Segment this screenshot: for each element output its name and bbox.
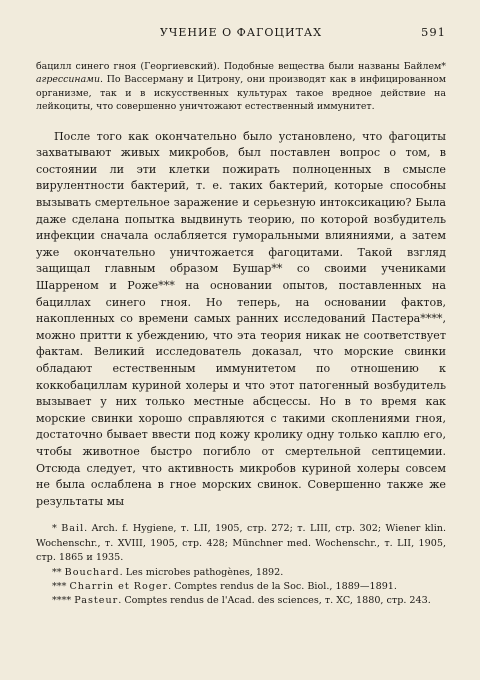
footnote-item [36,580,446,594]
footnote-mark: **** [52,595,75,607]
footnote-author: Charrin et Roger [69,580,169,592]
footnote-item [36,522,446,565]
top-paragraph-part2: . По Вассерману и Цитрону, они производят как в инфицированном организме, так и в искусственных культурах такое вредное действие на лейкоциты, что совершенно уничтожают естественный иммунитет. [36,74,446,113]
footnote-mark: *** [52,580,70,592]
footnote-text: . Les microbes pathogènes, 1892. [119,566,284,578]
running-title: УЧЕНИЕ О ФАГОЦИТАХ [159,26,323,39]
footnote-author: Bail [61,523,85,535]
top-paragraph-part1: бацилл синего гноя (Георгиевский). Подобные вещества были названы Байлем* [36,61,446,72]
footnotes [36,522,446,608]
footnote-text: . Comptes rendus de la Soc. Biol., 1889—1891. [168,580,397,592]
footnote-author: Pasteur [74,595,119,607]
footnote-text: . Comptes rendus de l'Acad. des sciences, т. XC, 1880, стр. 243. [118,595,431,607]
footnote-author: Bouchard [64,566,120,578]
top-paragraph-text [36,60,446,114]
footnote-mark: * [52,523,62,535]
footnote-mark: ** [52,566,65,578]
running-header [36,22,446,42]
top-paragraph [36,60,446,114]
page-number: 591 [421,25,446,39]
footnote-text: . Arch. f. Hygiene, т. LII, 1905, стр. 272; т. LIII, стр. 302; Wiener klin. Wochenschr., т. XVIII, 1905, стр. 428; Münchner med. Wochenschr., т. LII, 1905, стр. 1865 и 1935. [36,523,446,564]
footnote-item [36,566,446,580]
main-paragraph: После того как окончательно было установлено, что фагоциты захватывают живых микробов, был поставлен вопрос о том, в состоянии ли эти клетки пожирать полноценных в смысле вирулентности бактерий, т. е. таких бактерий, которые способны вызывать смертельное заражение и серьезную интоксикацию? Была даже сделана попытка выдвинуть теорию, по которой возбудитель инфекции сначала ослабляется гуморальными влияниями, а затем уже окончательно уничтожается фагоцитами. Такой взгляд защищал главным образом Бушар** со своими учениками Шарреном и Роже*** на основании опытов, поставленных на бациллах синего гноя. Но теперь, на основании фактов, накопленных со времени самых ранних исследований Пастера****, можно притти к убеждению, что эта теория никак не соответствует фактам. Великий исследователь доказал, что морские свинки обладают естественным иммунитетом по отношению к коккобациллам куриной холеры и что этот патогенный возбудитель вызывает у них только местные абсцессы. Но в то время как морские свинки хорошо справляются с такими скоплениями гноя, достаточно бывает ввести под кожу кролику одну только каплю его, чтобы животное быстро погибло от смертельной септицемии. Отсюда следует, что активность микробов куриной холеры совсем не была ослаблена в гное морских свинок. Совершенно также же результаты мы [36,129,446,508]
footnote-item [36,594,446,608]
top-paragraph-italic-term: агрессинами [36,74,100,86]
main-text [36,129,446,511]
